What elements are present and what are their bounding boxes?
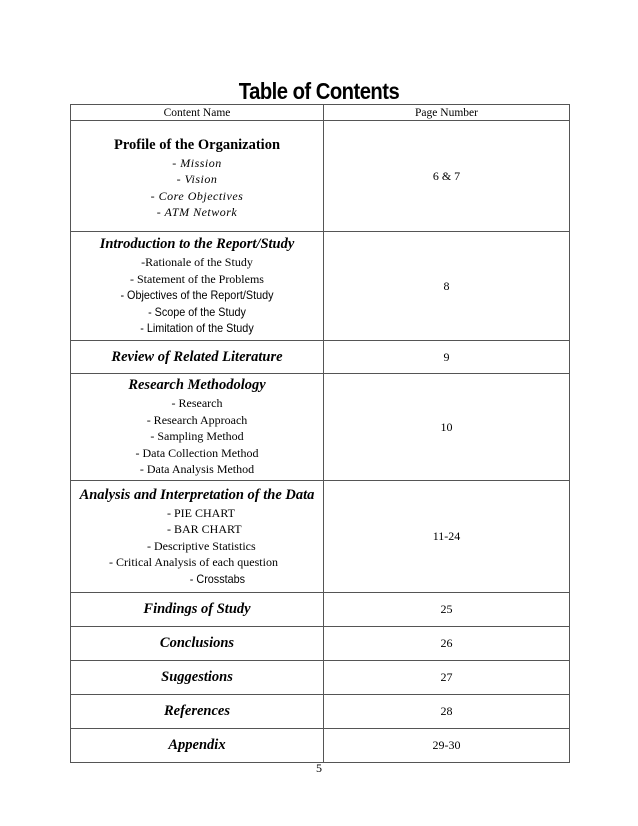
subsection: - BAR CHART [167,522,242,537]
table-row [71,481,570,593]
page-cell: 28 [324,695,570,729]
content-cell [71,627,324,661]
subsection: - Objectives of the Report/Study [120,288,274,303]
page-cell: 26 [324,627,570,661]
page-cell: 25 [324,593,570,627]
subsection: - Research [171,396,223,411]
subsection: - Descriptive Statistics [147,538,256,553]
section-title: Profile of the Organization [113,136,281,153]
table-row [71,374,570,481]
table-row [71,661,570,695]
subsection: - PIE CHART [167,505,235,520]
subsection: - Research Approach [146,412,248,427]
table-row [71,341,570,374]
subsection: - Limitation of the Study [140,321,254,336]
subsection: - Sampling Method [150,429,244,444]
subsection: - Critical Analysis of each question [109,555,278,570]
subsection: - Data Collection Method [135,445,259,460]
subsection: - Scope of the Study [148,304,246,319]
page-cell: 8 [324,232,570,341]
table-row [71,121,570,232]
page-cell: 11-24 [324,481,570,593]
table-of-contents [70,104,570,763]
section-title: Review of Related Literature [111,348,283,365]
subsection: - Crosstabs [189,571,246,586]
page-cell: 27 [324,661,570,695]
page-cell: 9 [324,341,570,374]
subsection: - Vision [176,172,218,186]
table-row [71,627,570,661]
table-header-row [71,105,570,121]
content-cell [71,593,324,627]
section-title: Appendix [168,737,226,753]
section-title: Analysis and Interpretation of the Data [79,486,315,503]
section-title: Research Methodology [128,377,266,394]
document-title: Table of Contents [238,78,400,104]
section-title: Findings of Study [143,601,251,617]
section-title: Conclusions [159,635,235,651]
page-number: 5 [316,761,322,775]
section-title: References [163,703,231,719]
content-cell [71,481,324,593]
table-row [71,593,570,627]
table-row [71,695,570,729]
page-cell: 6 & 7 [324,121,570,232]
content-cell [71,232,324,341]
subsection: -Rationale of the Study [141,255,253,270]
subsection: - Core Objectives [150,188,244,203]
content-cell [71,661,324,695]
section-title: Introduction to the Report/Study [99,236,295,253]
content-cell [71,341,324,374]
content-cell [71,374,324,481]
content-cell [71,121,324,232]
page-number-header: Page Number [324,105,570,121]
content-cell [71,695,324,729]
content-name-header: Content Name [71,105,324,121]
table-row [71,232,570,341]
subsection: - Mission [172,155,222,170]
section-title: Suggestions [161,669,233,685]
page-cell: 29-30 [324,729,570,763]
table-row [71,729,570,763]
subsection: - ATM Network [156,205,238,219]
subsection: - Data Analysis Method [139,462,255,477]
page-cell: 10 [324,374,570,481]
subsection: - Statement of the Problems [130,271,264,286]
content-cell [71,729,324,763]
